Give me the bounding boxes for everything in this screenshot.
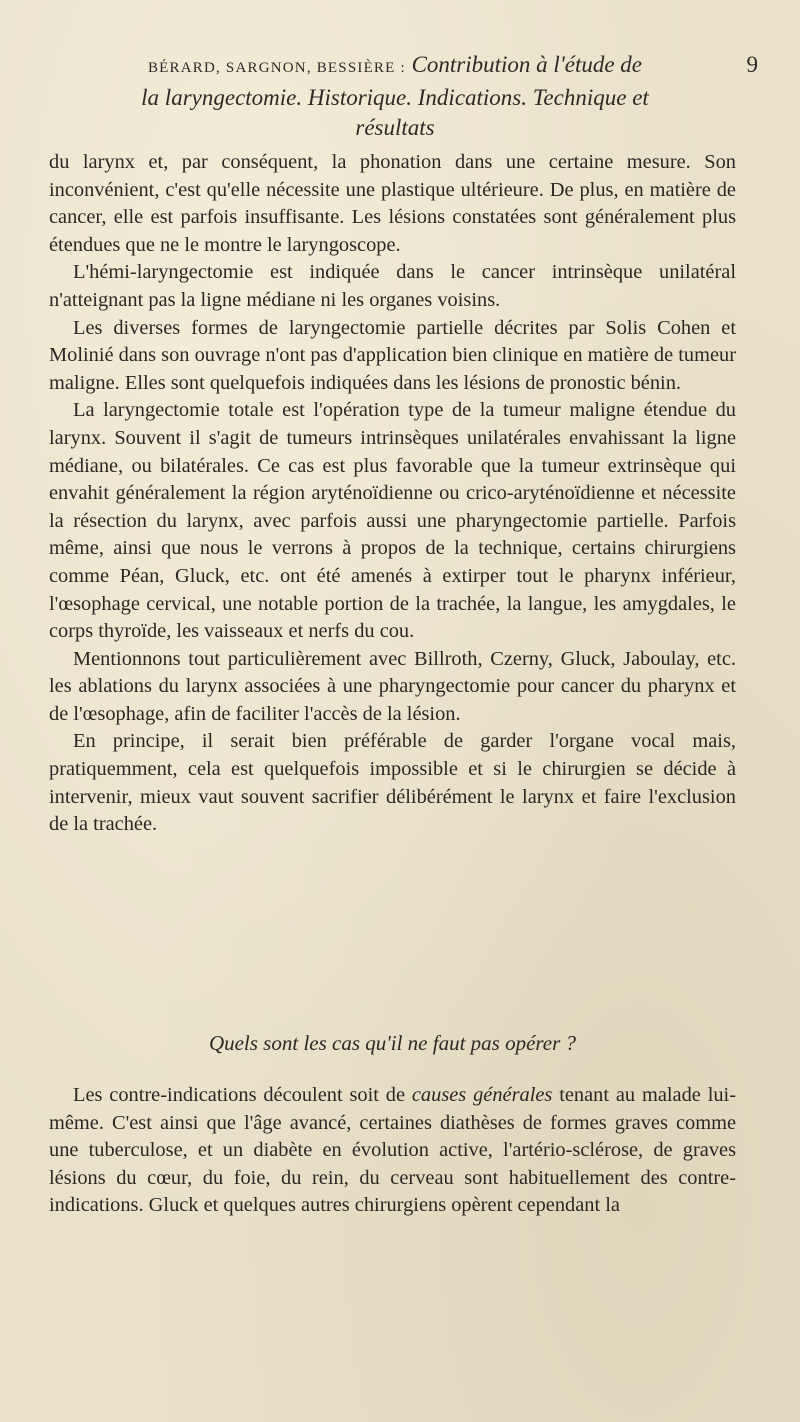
paragraph: du larynx et, par conséquent, la phonation dans une certaine mesure. Son inconvénient, c'est qu'elle nécessite une plastique ultérieure. De plus, en matière de cancer, elle est parfois insuffisante. Les lésions constatées sont généralement plus étendues que ne le montre le laryngoscope.: [49, 151, 736, 256]
header-title-line2: la laryngectomie. Historique. Indications. Technique et: [141, 85, 649, 110]
paragraph: La laryngectomie totale est l'opération type de la tumeur maligne étendue du larynx. Souvent il s'agit de tumeurs intrinsèques unilatérales envahissant la ligne médiane, ou bilatérales. Ce cas est plus favorable que la tumeur extrinsèque qui envahit généralement la région aryténoïdienne ou crico-aryténoïdienne et nécessite la résection du larynx, avec parfois aussi une pharyngectomie partielle. Parfois même, ainsi que nous le verrons à propos de la technique, certains chirurgiens comme Péan, Gluck, etc. ont été amenés à extirper tout le pharynx inférieur, l'œsophage cervical, une notable portion de la trachée, la langue, les amygdales, le corps thyroïde, les vaisseaux et nerfs du cou.: [49, 399, 736, 643]
contraindications-text: [49, 1082, 736, 1220]
paragraph: En principe, il serait bien préférable de garder l'organe vocal mais, pratiquemment, cela est quelquefois impossible et si le chirurgien se décide à intervenir, mieux vaut souvent sacrifier délibérément le larynx et faire l'exclusion de la trachée.: [49, 730, 736, 836]
page-number: 9: [746, 52, 758, 77]
paragraph: Les diverses formes de laryngectomie partielle décrites par Solis Cohen et Molinié dans son ouvrage n'ont pas d'application bien clinique en matière de tumeur maligne. Elles sont quelquefois indiquées dans les lésions de pronostic bénin.: [49, 316, 736, 394]
header-title-line1: Contribution à l'étude de: [411, 52, 643, 77]
contra-emphasis: causes générales: [411, 1084, 553, 1106]
contra-post: tenant au malade lui-même. C'est ainsi que l'âge avancé, certaines diathèses de formes graves comme une tuberculose, et un diabète en évolution active, l'artério-sclérose, de graves lésions du cœur, du foie, du rein, du cerveau sont habituellement des contre-indications. Gluck et quelques autres chirurgiens opèrent cependant la: [49, 1084, 737, 1217]
main-text: [49, 149, 736, 839]
paragraph: Mentionnons tout particulièrement avec Billroth, Czerny, Gluck, Jaboulay, etc. les ablations du larynx associées à une pharyngectomie pour cancer du pharynx et de l'œsophage, afin de faciliter l'accès de la lésion.: [49, 647, 736, 725]
header-authors: BÉRARD, SARGNON, BESSIÈRE :: [147, 60, 406, 76]
paragraph: [49, 1082, 736, 1220]
section-heading: Quels sont les cas qu'il ne faut pas opérer ?: [208, 1031, 577, 1055]
paragraph: L'hémi-laryngectomie est indiquée dans le cancer intrinsèque unilatéral n'atteignant pas la ligne médiane ni les organes voisins.: [49, 261, 736, 311]
running-header: [50, 50, 758, 143]
contra-pre: Les contre-indications découlent soit de: [73, 1084, 406, 1106]
header-title-line3: résultats: [355, 115, 435, 140]
